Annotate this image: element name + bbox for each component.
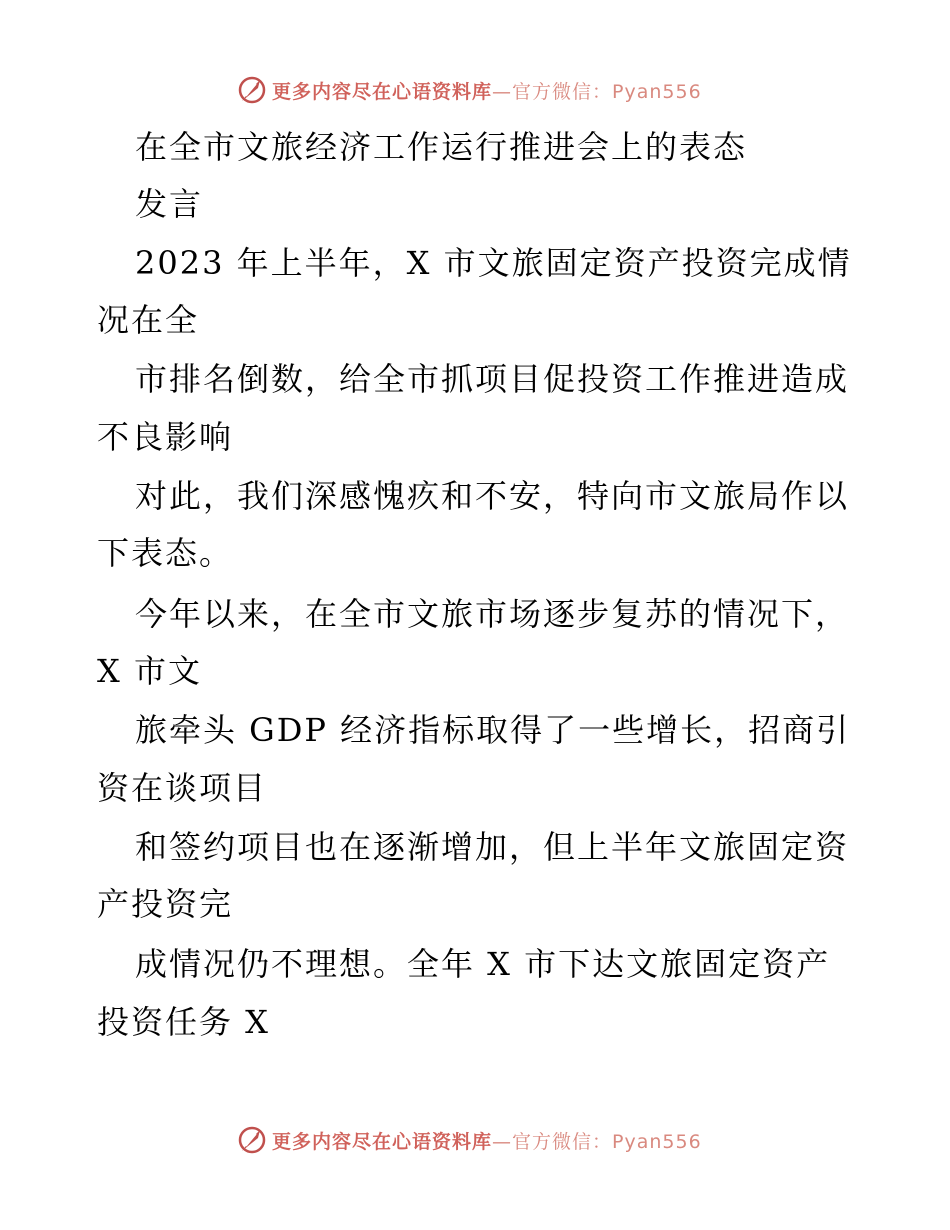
banner-text [272,1127,702,1154]
banner-text [272,77,702,104]
paragraph-line: 旅牵头 GDP 经济指标取得了一些增长，招商引 [135,711,851,749]
paragraph-line: 产投资完 [97,885,234,923]
paragraph-line: 况在全 [97,301,200,339]
banner-separator: — [492,1130,513,1153]
paragraph-line: 今年以来，在全市文旅市场逐步复苏的情况下， [135,595,850,633]
paragraph-line: 成情况仍不理想。全年 X 市下达文旅固定资产 [135,945,831,983]
quill-logo-icon [236,74,268,106]
footer-watermark-banner [0,1120,950,1160]
paragraph-line: 2023 年上半年，X 市文旅固定资产投资完成情 [135,244,852,282]
banner-separator: — [492,80,513,103]
paragraph-line: X 市文 [97,652,202,690]
banner-site-name: 更多内容尽在心语资料库 [272,80,493,103]
header-watermark-banner [0,70,950,110]
paragraph-line: 不良影响 [97,418,234,456]
banner-site-name: 更多内容尽在心语资料库 [272,1130,493,1153]
paragraph-line: 和签约项目也在逐渐增加，但上半年文旅固定资 [135,828,850,866]
paragraph-line: 资在谈项目 [97,769,268,807]
doc-title-line-1: 在全市文旅经济工作运行推进会上的表态 [135,128,748,166]
paragraph-line: 对此，我们深感愧疚和不安，特向市文旅局作以 [135,477,850,515]
paragraph-line: 投资任务 X [97,1003,270,1041]
doc-title-line-2: 发言 [135,185,204,223]
banner-wechat: 官方微信：Pyan556 [512,80,702,103]
quill-logo-icon [236,1124,268,1156]
paragraph-line: 市排名倒数，给全市抓项目促投资工作推进造成 [135,360,850,398]
banner-wechat: 官方微信：Pyan556 [512,1130,702,1153]
paragraph-line: 下表态。 [97,534,234,572]
